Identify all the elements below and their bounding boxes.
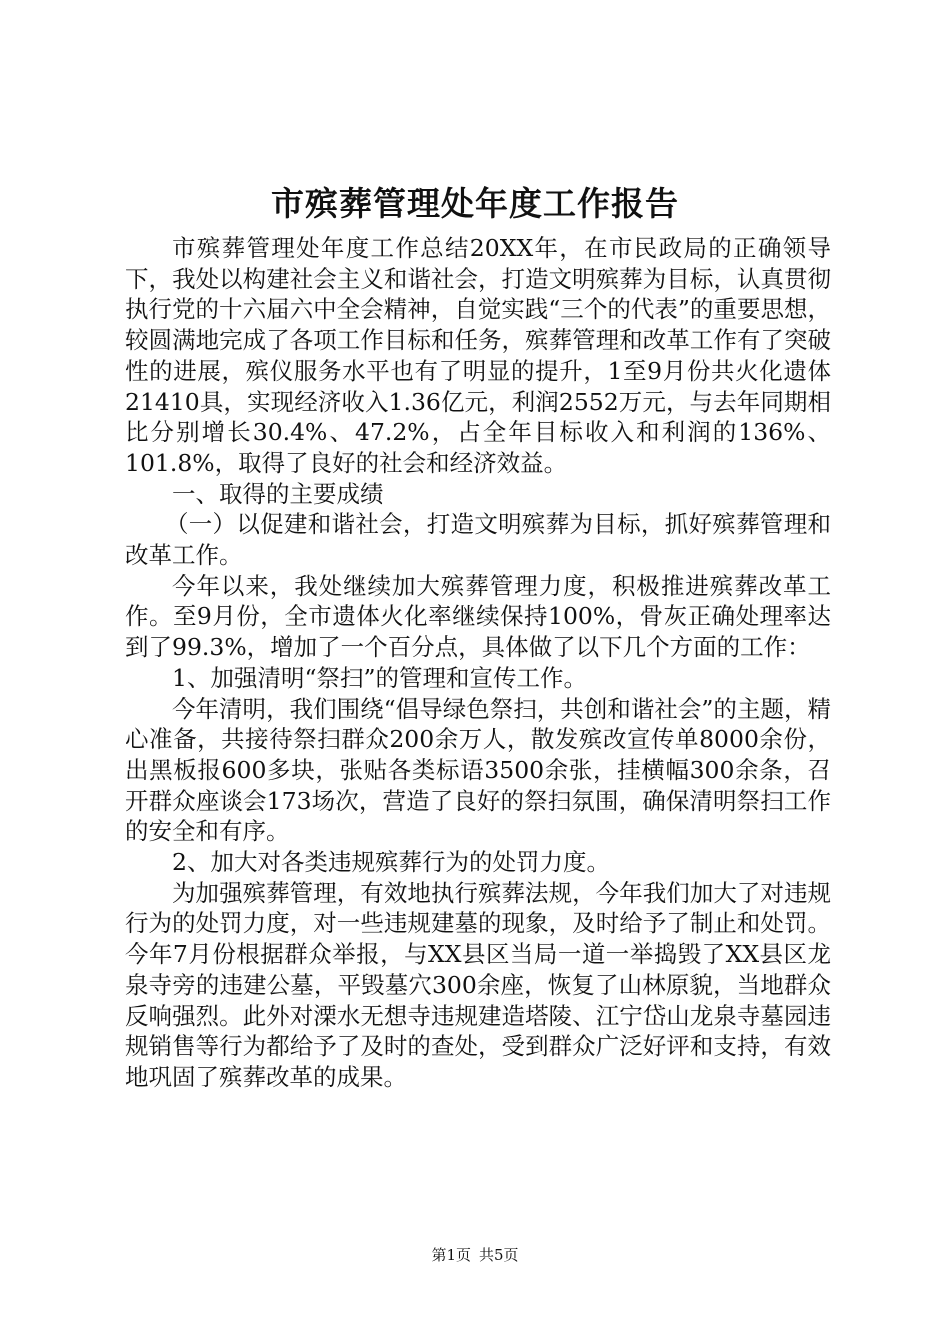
subsection-heading: （一）以促建和谐社会，打造文明殡葬为目标，抓好殡葬管理和改革工作。	[125, 510, 831, 570]
intro-paragraph: 市殡葬管理处年度工作总结20XX年，在市民政局的正确领导下，我处以构建社会主义和谐社会，打造文明殡葬为目标，认真贯彻执行党的十六届六中全会精神，自觉实践“三个的代表”的重要思想，较圆满地完成了各项工作目标和任务，殡葬管理和改革工作有了突破性的进展，殡仪服务水平也有了明显的提升，1至9月份共火化遗体21410具，实现经济收入1.36亿元，利润2552万元，与去年同期相比分别增长30.4%、47.2%，占全年目标收入和利润的136%、101.8%，取得了良好的社会和经济效益。	[125, 234, 831, 477]
page-number: 第1页	[431, 1246, 471, 1264]
item-heading: 1、加强清明“祭扫”的管理和宣传工作。	[172, 663, 587, 692]
page-total: 共5页	[479, 1246, 519, 1264]
body-paragraph: 今年以来，我处继续加大殡葬管理力度，积极推进殡葬改革工作。至9月份，全市遗体火化率继续保持100%，骨灰正确处理率达到了99.3%，增加了一个百分点，具体做了以下几个方面的工作：	[125, 571, 831, 662]
body-paragraph: 今年清明，我们围绕“倡导绿色祭扫，共创和谐社会”的主题，精心准备，共接待祭扫群众200余万人，散发殡改宣传单8000余份，出黑板报600多块，张贴各类标语3500余张，挂横幅300余条，召开群众座谈会173场次，营造了良好的祭扫氛围，确保清明祭扫工作的安全和有序。	[125, 694, 831, 846]
document-title: 市殡葬管理处年度工作报告	[271, 184, 679, 223]
page-footer	[0, 1245, 950, 1265]
section-heading: 一、取得的主要成绩	[172, 479, 384, 508]
document-body	[125, 233, 831, 1093]
body-paragraph: 为加强殡葬管理，有效地执行殡葬法规，今年我们加大了对违规行为的处罚力度，对一些违规建墓的现象，及时给予了制止和处罚。今年7月份根据群众举报，与XX县区当局一道一举捣毁了XX县区龙泉寺旁的违建公墓，平毁墓穴300余座，恢复了山林原貌，当地群众反响强烈。此外对溧水无想寺违规建造塔陵、江宁岱山龙泉寺墓园违规销售等行为都给予了及时的查处，受到群众广泛好评和支持，有效地巩固了殡葬改革的成果。	[125, 878, 831, 1091]
item-heading: 2、加大对各类违规殡葬行为的处罚力度。	[172, 848, 610, 877]
